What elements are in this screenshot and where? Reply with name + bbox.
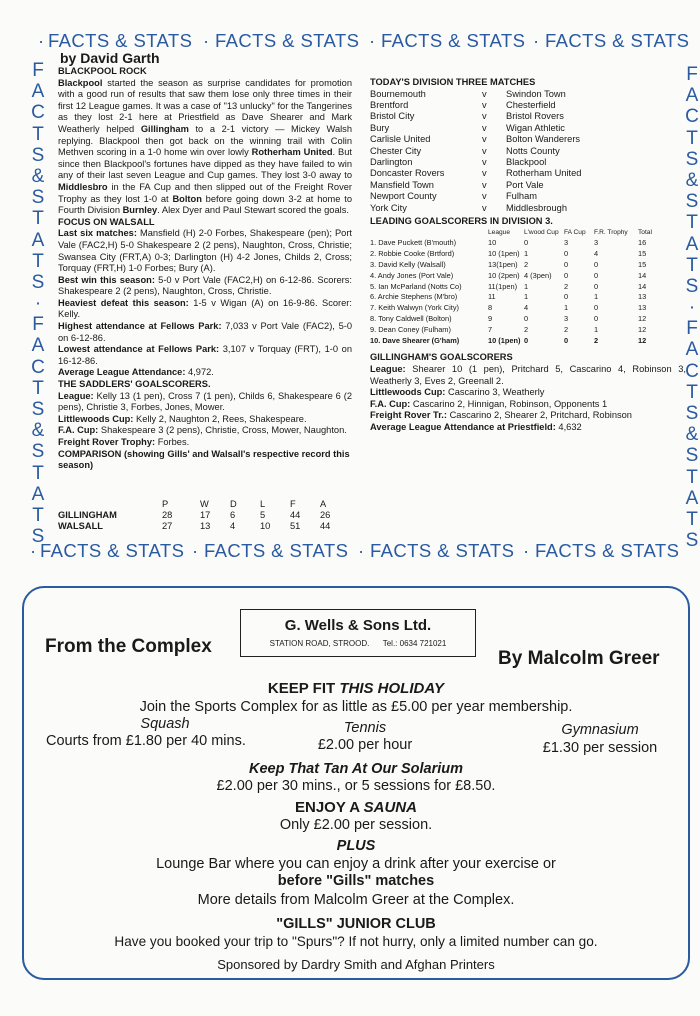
scorer-stat: 10 (2pen) [488,270,520,280]
scorer-stat: 2 [564,324,569,334]
saddlers-littlewoods: Littlewoods Cup: Kelly 2, Naughton 2, Rees, Shakespeare. [58,413,307,424]
versus: v [482,168,487,179]
match-row [370,203,581,214]
scorer-stat: 1 [524,281,529,291]
comparison-table [58,499,358,532]
comparison-cell: 26 [320,510,331,520]
scorer-stat: 3 [564,314,569,324]
match-row [370,123,581,134]
activity-price: Courts from £1.80 per 40 mins. [46,733,246,749]
leading-header-row [370,228,652,239]
home-team: Bournemouth [370,88,426,99]
side-letter: S [685,445,699,467]
activity-name: Squash [140,716,190,732]
tan-text: £2.00 per 30 mins., or 5 sessions for £8.50. [216,778,496,794]
scorer-stat: 1 [564,303,569,313]
side-letter: C [31,102,45,124]
comparison-header-row [58,499,358,510]
scorer-row [370,249,652,260]
banner-dot: · [38,30,45,51]
comparison-cell: 28 [162,510,173,520]
side-letter: F [32,60,44,81]
versus: v [482,179,487,190]
keep-fit-heading: KEEP FIT THIS HOLIDAY [267,680,445,697]
right-column [370,77,686,434]
complex-title: From the Complex [45,636,212,657]
comparison-cell: 5 [260,510,266,520]
side-letter: & [685,169,699,191]
comparison-team: GILLINGHAM [58,510,117,520]
comparison-header: A [320,499,327,509]
scorer-row [370,336,652,347]
saddlers-heading: THE SADDLERS' GOALSCORERS. [58,379,211,390]
away-team: Bolton Wanderers [506,134,581,145]
junior-text: Have you booked your trip to "Spurs"? If not hurry, only a limited number can go. [114,934,598,949]
scorer-stat: 16 [638,238,647,248]
leading-header: League [488,228,511,236]
facts-stats-side-left [30,60,46,547]
sauna-heading: ENJOY A SAUNA [295,799,417,816]
scorer-stat: 0 [564,260,569,270]
scorer-row [370,238,652,249]
scorer-row [370,260,652,271]
scorer-stat: 4 (3pen) [524,270,552,280]
walsall-average: Average League Attendance: 4,972. [58,367,214,378]
comparison-cell: 27 [162,521,173,531]
home-team: Mansfield Town [370,179,434,190]
scorer-stat: 1 [524,249,529,259]
comparison-cell: 44 [320,521,331,531]
scorer-stat: 1 [594,324,599,334]
scorer-stat: 4 [594,249,599,259]
scorer-stat: 13(1pen) [488,260,518,270]
side-letter: T [686,381,698,403]
junior-heading: "GILLS" JUNIOR CLUB [276,916,436,932]
scorer-name: 9. Dean Coney (Fulham) [370,324,451,334]
comparison-cell: 6 [230,510,236,520]
side-letter: T [32,504,44,526]
match-row [370,191,581,202]
side-letter: S [31,271,45,293]
scorer-stat: 0 [564,249,569,259]
scorer-row [370,292,652,303]
scorer-stat: 10 [488,238,497,248]
scorer-stat: 9 [488,314,493,324]
versus: v [482,100,487,110]
side-letter: A [685,339,699,361]
walsall-best-win: Best win this season: 5-0 v Port Vale (FAC2,H) on 6-12-86. Scorers: Shakespeare 2 (2 pens), Naughton, Cross, Christie. [58,274,352,297]
scorer-stat: 2 [564,281,569,291]
scorer-stat: 2 [594,335,599,345]
saddlers-frt: Freight Rover Trophy: Forbes. [58,437,190,447]
comparison-team: WALSALL [58,521,103,531]
walsall-heaviest: Heaviest defeat this season: 1-5 v Wigan (A) on 16-9-86. Scorer: Kelly. [58,297,352,320]
left-column [58,66,352,472]
tan-heading: Keep That Tan At Our Solarium [248,761,464,777]
banner-dot: · [192,540,199,561]
side-letter: S [31,399,45,420]
side-letter: T [32,377,44,399]
scorer-stat: 4 [524,303,529,313]
scorer-stat: 10 (1pen) [488,249,520,259]
match-row [370,180,581,191]
banner-phrase: FACTS & STATS [40,540,185,561]
banner-phrase: FACTS & STATS [545,30,690,51]
side-letter: S [31,187,45,209]
away-team: Bristol Rovers [506,111,564,122]
scorer-row [370,271,652,282]
banner-phrase: FACTS & STATS [48,30,193,51]
scorer-name: 3. David Kelly (Walsall) [370,260,446,270]
side-letter: C [685,360,699,382]
banner-dot: · [30,540,37,561]
scorer-stat: 11(1pen) [488,281,518,291]
versus: v [482,145,487,156]
home-team: Newport County [370,191,437,202]
comparison-header: W [200,499,209,509]
scorer-stat: 11 [488,292,496,302]
scorer-stat: 8 [488,303,493,313]
side-letter: A [31,483,45,505]
side-letter: S [685,403,699,424]
blackpool-article: Blackpool started the season as surprise candidates for promotion with a good run of results that saw them lose only three times in their first 12 League games. It was a case of "13 unlucky" for the Tangerines as they lost 2-1 here at Priestfield as Dave Shearer and Mark Weatherly helped Gillingham to a 2-1 victory — Mickey Walsh replying. Blackpool then got back on the winning trail with Colin Methven scoring in a 1-0 home win over lowly Rotherham United. But since then Blackpool's fortunes have dipped as they have failed to win any of their last seven League and Cup games. They lost 3-0 away to Middlesbro in the FA Cup and then slipped out of the Freight Rover Trophy as they lost 1-0 at Bolton before going down 3-2 at home to Fourth Division Burnley. Alex Dyer and Paul Stewart scored the goals. [58,77,353,216]
side-letter: S [31,441,45,463]
facts-stats-banner-bottom [0,540,700,564]
versus: v [482,202,487,213]
banner-phrase: FACTS & STATS [535,540,680,561]
away-team: Notts County [506,145,560,156]
side-letter: T [32,462,44,484]
side-letter: C [685,106,699,128]
match-row [370,157,581,168]
leading-header: F.R. Trophy [594,228,628,236]
byline: by David Garth [60,50,160,66]
comparison-cell: 44 [290,510,301,520]
away-team: Middlesbrough [506,202,567,213]
home-team: Chester City [370,145,422,156]
scorer-stat: 12 [638,335,647,345]
banner-dot: · [533,30,540,51]
away-team: Wigan Athletic [506,122,565,133]
scorer-stat: 0 [594,303,599,313]
side-letter: A [31,335,45,357]
home-team: Doncaster Rovers [370,168,445,179]
scorer-stat: 1 [594,292,599,302]
match-row [370,168,581,179]
comparison-heading: COMPARISON (showing Gills' and Walsall's respective record this season) [58,448,350,471]
side-letter: & [31,165,45,187]
home-team: Bristol City [370,111,415,122]
scorer-stat: 1 [524,292,529,302]
match-row [370,134,581,145]
sponsor-text: Sponsored by Dardry Smith and Afghan Printers [217,957,495,972]
comparison-row [58,521,358,532]
matches-heading: TODAY'S DIVISION THREE MATCHES [370,77,536,87]
away-team: Port Vale [506,179,544,190]
scorer-stat: 13 [638,303,647,313]
gills-facup: F.A. Cup: Cascarino 2, Hinnigan, Robinson, Opponents 1 [370,398,608,409]
match-row [370,89,581,100]
scorer-row [370,325,652,336]
scorer-stat: 0 [564,292,569,302]
scorer-stat: 0 [524,314,529,324]
scorer-stat: 2 [524,324,529,334]
comparison-row [58,510,358,521]
comparison-cell: 17 [200,510,211,520]
banner-dot: · [358,540,365,561]
activity-name: Tennis [343,720,387,736]
plus-heading: PLUS [336,838,376,854]
activity-price: £1.30 per session [542,740,658,756]
sauna-text: Only £2.00 per session. [279,817,433,833]
side-letter: T [686,508,698,530]
side-letter: A [31,229,45,251]
away-team: Swindon Town [506,88,566,99]
comparison-cell: 51 [290,521,301,531]
scorer-stat: 15 [638,249,647,259]
scorer-stat: 14 [638,281,647,291]
side-letter: S [685,148,699,170]
scorer-stat: 0 [594,281,599,291]
activity-price: £2.00 per hour [317,737,413,753]
side-letter: S [31,526,45,548]
scorer-stat: 0 [594,260,599,270]
comparison-header: F [290,499,296,509]
side-letter: T [686,127,698,149]
activity-name: Gymnasium [561,722,639,738]
match-row [370,100,581,111]
side-letter: T [32,123,44,145]
leading-header: Total [638,228,652,236]
home-team: York City [370,202,407,213]
lounge-bold: before "Gills" matches [277,873,435,889]
scorer-stat: 3 [564,238,569,248]
side-letter: · [34,293,42,315]
side-letter: C [31,356,45,378]
leading-header: L'wood Cup [524,228,559,236]
side-letter: T [686,212,698,234]
comparison-cell: 13 [200,521,211,531]
walsall-highest: Highest attendance at Fellows Park: 7,033 v Port Vale (FAC2), 5-0 on 6-12-86. [58,321,353,343]
scorer-stat: 7 [488,324,493,334]
versus: v [482,122,487,133]
gills-littlewoods: Littlewoods Cup: Cascarino 3, Weatherly [370,387,545,398]
side-letter: A [31,81,45,103]
scorer-row [370,303,652,314]
advert-name: G. Wells & Sons Ltd. [284,617,432,634]
scorer-row [370,282,652,293]
side-letter: T [32,250,44,272]
side-letter: S [685,191,699,213]
scorer-name: 4. Andy Jones (Port Vale) [370,270,454,280]
side-letter: F [686,64,698,85]
match-row [370,146,581,157]
walsall-heading: FOCUS ON WALSALL [58,216,155,227]
scorer-stat: 0 [564,270,569,280]
versus: v [482,191,487,202]
scorer-stat: 0 [524,238,529,248]
versus: v [482,134,487,145]
side-letter: A [685,487,699,509]
scorer-stat: 15 [638,260,647,270]
side-letter: & [31,420,45,442]
walsall-lowest: Lowest attendance at Fellows Park: 3,107 v Torquay (FRT), 1-0 on 16-12-86. [58,344,352,366]
scorer-stat: 10 (1pen) [488,335,521,345]
side-letter: S [685,530,699,552]
scorer-name: 8. Tony Caldwell (Bolton) [370,314,452,324]
matches-table [370,89,581,214]
gills-frt: Freight Rover Tr.: Cascarino 2, Shearer 2, Pritchard, Robinson [370,410,632,421]
join-text: Join the Sports Complex for as little as £5.00 per year membership. [139,699,573,715]
home-team: Carlisle United [370,134,431,145]
scorer-name: 7. Keith Walwyn (York City) [370,303,459,313]
comparison-cell: 4 [230,521,236,531]
scorer-row [370,314,652,325]
scorer-name: 10. Dave Shearer (G'ham) [370,335,460,345]
advert-contact: STATION ROAD, STROOD. Tel.: 0634 721021 [269,639,447,648]
home-team: Darlington [370,157,413,168]
comparison-header: P [162,499,169,509]
scorer-stat: 12 [638,324,647,334]
scorer-stat: 0 [594,270,599,280]
versus: v [482,111,487,122]
leading-heading: LEADING GOALSCORERS IN DIVISION 3. [370,216,553,227]
lounge-text: Lounge Bar where you can enjoy a drink after your exercise or [156,856,556,872]
side-letter: A [685,233,699,255]
away-team: Blackpool [506,157,547,168]
scorer-stat: 3 [594,238,599,248]
comparison-header: L [260,499,266,509]
away-team: Rotherham United [506,168,582,179]
scorer-stat: 14 [638,270,647,280]
scorer-stat: 0 [564,335,569,345]
scorer-stat: 0 [594,314,599,324]
side-letter: F [32,314,44,336]
side-letter: S [31,144,45,166]
banner-dot: · [369,30,376,51]
complex-author: By Malcolm Greer [498,648,660,669]
side-letter: A [685,85,699,107]
side-letter: S [685,275,699,297]
scorer-stat: 0 [524,335,529,345]
away-team: Chesterfield [506,100,556,110]
scorer-name: 2. Robbie Cooke (Brtford) [370,249,455,259]
scorer-name: 1. Dave Puckett (B'mouth) [370,238,457,248]
versus: v [482,88,487,99]
advert-g-wells [240,609,476,657]
side-letter: T [686,466,698,488]
home-team: Brentford [370,100,409,110]
gills-average: Average League Attendance at Priestfield: 4,632 [370,421,582,432]
side-letter: T [686,254,698,276]
gills-league: League: Shearer 10 (1 pen), Pritchard 5, Cascarino 4, Robinson 3, Weatherly 3, Eves 2, Greenall 2. [370,364,686,386]
blackpool-heading: BLACKPOOL ROCK [58,66,147,76]
facts-stats-side-right [684,64,700,551]
banner-phrase: FACTS & STATS [370,540,515,561]
banner-dot: · [203,30,210,51]
side-letter: & [685,424,699,446]
scorer-stat: 12 [638,314,647,324]
banner-dot: · [523,540,530,561]
scorer-name: 5. Ian McParland (Notts Co) [370,281,462,291]
gills-scorers-heading: GILLINGHAM'S GOALSCORERS [370,352,513,363]
scorer-stat: 2 [524,260,529,270]
details-text: More details from Malcolm Greer at the Complex. [197,892,515,908]
scorer-stat: 13 [638,292,647,302]
banner-phrase: FACTS & STATS [381,30,526,51]
leading-header: FA Cup [564,228,586,236]
home-team: Bury [370,122,390,133]
banner-phrase: FACTS & STATS [215,30,360,51]
comparison-header: D [230,499,237,509]
comparison-cell: 10 [260,521,271,531]
leading-scorers-table [370,228,652,347]
away-team: Fulham [506,191,538,202]
saddlers-facup: F.A. Cup: Shakespeare 3 (2 pens), Christie, Cross, Mower, Naughton. [58,425,347,436]
side-letter: · [688,297,696,319]
walsall-last-six: Last six matches: Mansfield (H) 2-0 Forbes, Shakespeare (pen); Port Vale (FAC2,H) 5-0 Shakespeare 2 (2 pens), Naughton, Cross, Christie; Swansea City (FRT,A) 0-3; Darlington (H) 4-2 Jones, Childs 2, Cross; Torquay (FRT,H) 1-0 Forbes; Bury (A). [58,228,353,274]
saddlers-league: League: Kelly 13 (1 pen), Cross 7 (1 pen), Childs 6, Shakespeare 6 (2 pens), Christie 3, Forbes, Jones, Mower. [58,390,352,413]
banner-phrase: FACTS & STATS [204,540,349,561]
scorer-name: 6. Archie Stephens (M'bro) [370,292,458,302]
side-letter: F [686,318,698,340]
match-row [370,111,581,122]
versus: v [482,157,487,168]
side-letter: T [32,208,44,230]
